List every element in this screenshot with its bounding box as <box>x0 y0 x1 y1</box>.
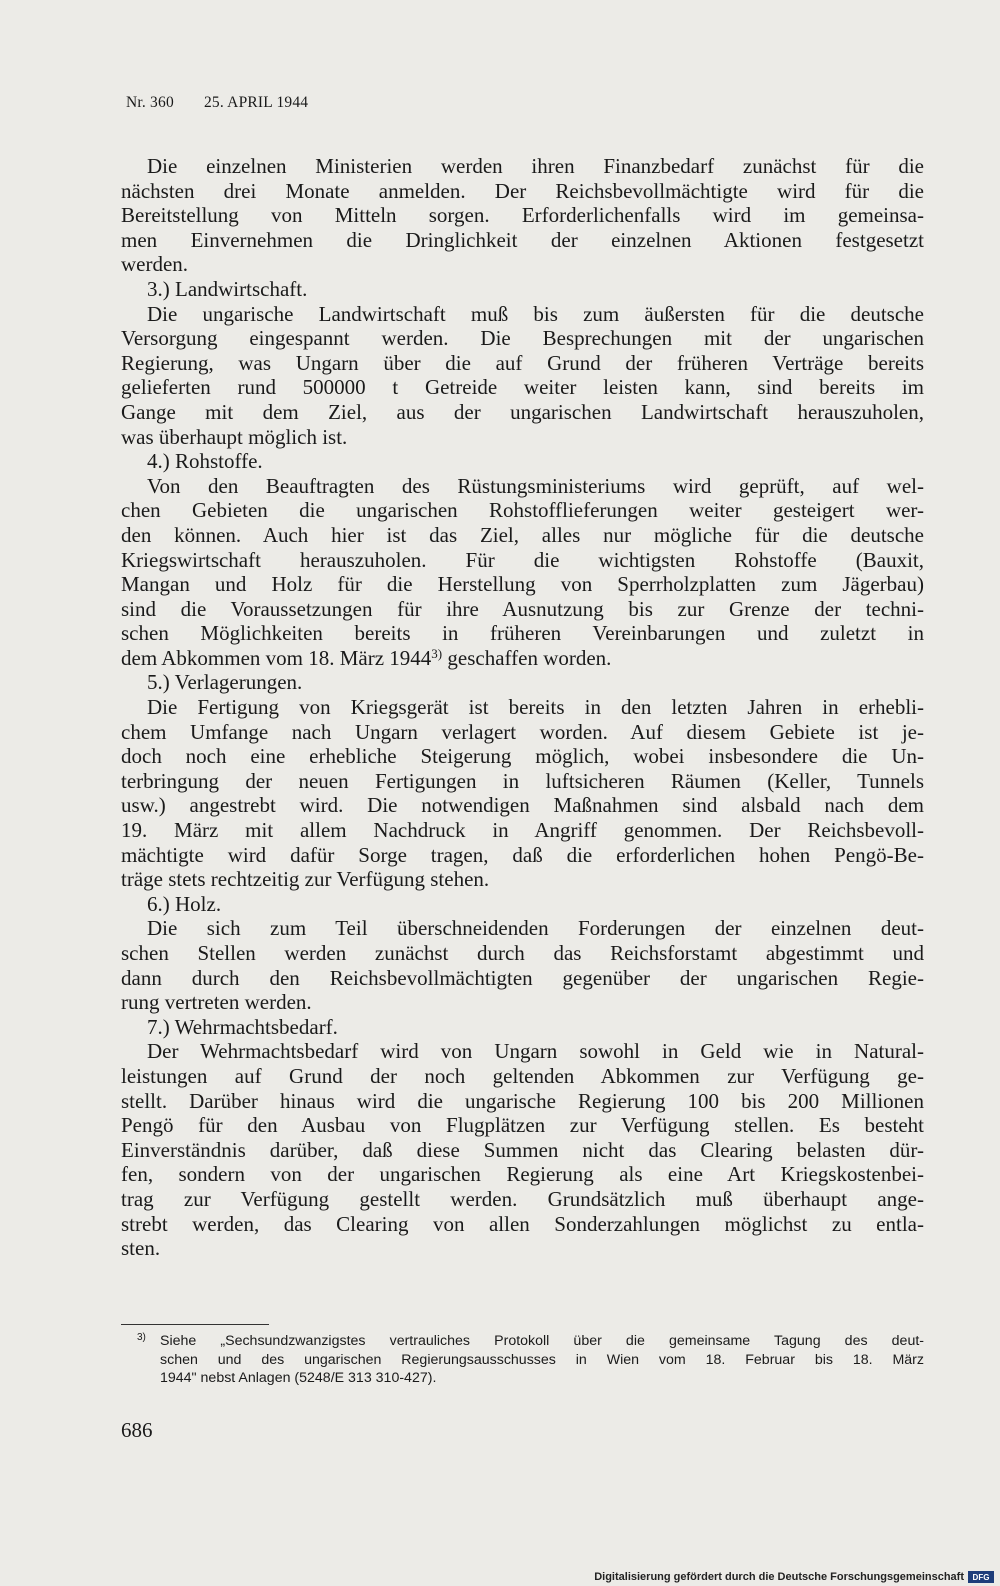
text-line <box>121 941 924 966</box>
text-line <box>121 1138 924 1163</box>
text-line-content: den können. Auch hier ist das Ziel, alles nur mögliche für die deutsche <box>121 522 924 547</box>
text-line <box>121 1113 924 1138</box>
text-line-content: dem Abkommen vom 18. März 1944 <box>121 645 432 670</box>
text-line <box>121 523 924 548</box>
page-number: 686 <box>121 1418 153 1442</box>
text-line-content: schen Möglichkeiten bereits in früheren Vereinbarungen und zuletzt in <box>121 621 924 646</box>
text-line-content: Die Fertigung von Kriegsgerät ist bereits in den letzten Jahren in erhebli- <box>147 695 924 720</box>
text-line <box>121 1089 924 1114</box>
text-line-content: usw.) angestrebt wird. Die notwendigen Maßnahmen sind alsbald nach dem <box>121 793 924 818</box>
footnote <box>121 1332 924 1388</box>
text-line-content: Versorgung eingespannt werden. Die Besprechungen mit der ungarischen <box>121 326 924 351</box>
text-line-content: chem Umfange nach Ungarn verlagert worden. Auf diesem Gebiete ist je- <box>121 719 924 744</box>
text-line-content: mächtigte wird dafür Sorge tragen, daß die erforderlichen hohen Pengö-Be- <box>121 842 924 867</box>
text-line <box>121 449 924 474</box>
text-line-content: Regierung, was Ungarn über die auf Grund der früheren Verträge bereits <box>121 350 924 375</box>
text-line-content: Bereitstellung von Mitteln sorgen. Erforderlichenfalls wird im gemeinsa- <box>121 203 924 228</box>
text-line-content: chen Gebieten die ungarischen Rohstofflieferungen weiter gesteigert wer- <box>121 498 924 523</box>
text-line-content: Die sich zum Teil überschneidenden Forderungen der einzelnen deut- <box>147 916 924 941</box>
main-text <box>121 154 924 1261</box>
text-line-content: gelieferten rund 500000 t Getreide weiter leisten kann, sind bereits im <box>121 375 924 400</box>
footnote-rule <box>121 1324 269 1325</box>
text-line-content: 6.) Holz. <box>147 891 222 916</box>
page-header <box>126 94 308 112</box>
text-line-content: terbringung der neuen Fertigungen in luftsicheren Räumen (Keller, Tunnels <box>121 768 924 793</box>
text-line <box>121 302 924 327</box>
text-line <box>121 769 924 794</box>
text-line-content: 19. März mit allem Nachdruck in Angriff genommen. Der Reichsbevoll- <box>121 818 924 843</box>
text-line <box>121 228 924 253</box>
text-line <box>121 1039 924 1064</box>
text-line-content: schen Stellen werden zunächst durch das Reichsforstamt abgestimmt und <box>121 941 924 965</box>
text-line-content: men Einvernehmen die Dringlichkeit der einzelnen Aktionen festgesetzt <box>121 227 924 252</box>
digitization-credit: Digitalisierung gefördert durch die Deutsche Forschungsgemeinschaft <box>594 1571 964 1583</box>
text-line-content: strebt werden, das Clearing von allen Sonderzahlungen möglichst zu entla- <box>121 1211 924 1236</box>
text-line-content: stellt. Darüber hinaus wird die ungarische Regierung 100 bis 200 Millionen <box>121 1088 924 1113</box>
text-line-content: Der Wehrmachtsbedarf wird von Ungarn sowohl in Geld wie in Natural- <box>147 1039 924 1064</box>
text-line-content: Die einzelnen Ministerien werden ihren Finanzbedarf zunächst für die <box>147 154 924 178</box>
text-line <box>121 670 924 695</box>
text-line-content: Mangan und Holz für die Herstellung von Sperrholzplatten zum Jägerbau) <box>121 572 924 597</box>
text-line-content: sten. <box>121 1236 161 1261</box>
dfg-logo: DFG <box>968 1571 994 1583</box>
text-line-content: Pengö für den Ausbau von Flugplätzen zur Verfügung stellen. Es besteht <box>121 1113 924 1138</box>
text-line <box>121 818 924 843</box>
text-line <box>121 621 924 646</box>
text-line <box>121 400 924 425</box>
text-line <box>121 916 924 941</box>
footnote-line: 1944" nebst Anlagen (5248/E 313 310-427). <box>160 1370 437 1387</box>
text-line <box>121 1015 924 1040</box>
text-line <box>121 498 924 523</box>
text-line <box>121 966 924 991</box>
text-line-content: werden. <box>121 252 189 277</box>
text-line-content: 7.) Wehrmachtsbedarf. <box>147 1014 338 1039</box>
text-line <box>121 744 924 769</box>
text-line-content: nächsten drei Monate anmelden. Der Reichsbevollmächtigte wird für die <box>121 178 924 203</box>
text-line-content: Gange mit dem Ziel, aus der ungarischen Landwirtschaft herauszuholen, <box>121 399 924 424</box>
text-line <box>121 1212 924 1237</box>
text-line-content: trag zur Verfügung gestellt werden. Grundsätzlich muß überhaupt ange- <box>121 1186 924 1211</box>
text-line-content: was überhaupt möglich ist. <box>121 424 348 449</box>
text-line <box>121 375 924 400</box>
text-line-content: Kriegswirtschaft herauszuholen. Für die wichtigsten Rohstoffe (Bauxit, <box>121 547 924 572</box>
text-line <box>121 793 924 818</box>
text-line <box>121 892 924 917</box>
text-line <box>121 474 924 499</box>
text-line <box>121 548 924 573</box>
text-line <box>121 1236 924 1261</box>
text-line <box>121 695 924 720</box>
text-line <box>121 572 924 597</box>
document-number: Nr. 360 <box>126 94 174 111</box>
text-line-content: dann durch den Reichsbevollmächtigten gegenüber der ungarischen Regie- <box>121 965 924 990</box>
text-line <box>121 277 924 302</box>
text-line <box>121 326 924 351</box>
text-line <box>121 597 924 622</box>
footnote-mark: 3) <box>137 1332 146 1343</box>
text-line <box>121 646 924 671</box>
text-line-content: Einverständnis darüber, daß diese Summen nicht das Clearing belasten dür- <box>121 1137 924 1162</box>
text-line-content: doch noch eine erhebliche Steigerung möglich, wobei insbesondere die Un- <box>121 744 924 769</box>
text-line <box>121 1187 924 1212</box>
text-line-content: träge stets rechtzeitig zur Verfügung stehen. <box>121 867 490 892</box>
text-line <box>121 351 924 376</box>
text-line <box>121 203 924 228</box>
footnote-line: Siehe „Sechsundzwanzigstes vertrauliches Protokoll über die gemeinsame Tagung des deut- <box>160 1333 924 1349</box>
text-line <box>121 179 924 204</box>
footnote-line: schen und des ungarischen Regierungsausschusses in Wien vom 18. Februar bis 18. März <box>160 1351 924 1368</box>
text-line-content: geschaffen worden. <box>442 645 612 670</box>
text-line <box>121 154 924 179</box>
text-line-content: fen, sondern von der ungarischen Regierung als eine Art Kriegskostenbei- <box>121 1162 924 1187</box>
text-line-content: leistungen auf Grund der noch geltenden Abkommen zur Verfügung ge- <box>121 1063 924 1088</box>
text-line-content: rung vertreten werden. <box>121 990 312 1015</box>
text-line <box>121 1064 924 1089</box>
text-line <box>121 252 924 277</box>
text-line-content: Die ungarische Landwirtschaft muß bis zum äußersten für die deutsche <box>147 301 924 326</box>
text-line <box>121 867 924 892</box>
text-line <box>121 425 924 450</box>
text-line <box>121 990 924 1015</box>
text-line <box>121 1162 924 1187</box>
text-line-content: 4.) Rohstoffe. <box>147 449 263 474</box>
text-line-content: 3.) Landwirtschaft. <box>147 276 308 301</box>
text-line-content: 5.) Verlagerungen. <box>147 670 303 695</box>
document-date: 25. APRIL 1944 <box>203 94 309 111</box>
text-line-content: Von den Beauftragten des Rüstungsministeriums wird geprüft, auf wel- <box>147 473 924 498</box>
text-line <box>121 843 924 868</box>
footnote-reference[interactable]: 3) <box>431 645 443 661</box>
text-line <box>121 720 924 745</box>
text-line-content: sind die Voraussetzungen für ihre Ausnutzung bis zur Grenze der techni- <box>121 596 924 621</box>
